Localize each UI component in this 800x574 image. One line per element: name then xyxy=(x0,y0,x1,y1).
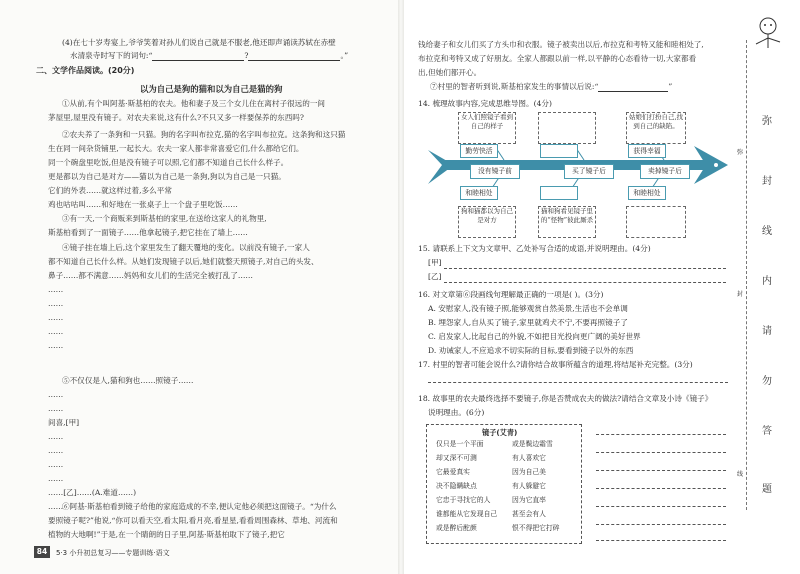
p5-line: ……[乙]……(A.难道……) xyxy=(48,488,137,497)
q15-b-label: [乙] xyxy=(428,272,442,281)
q4-line1: (4)在七十岁寿宴上,爷爷笑着对孙儿们说自己就是不服老,他还即声诵读苏轼在赤壁 xyxy=(62,38,336,47)
p5-line: …… xyxy=(48,446,64,455)
seal-char: 答 xyxy=(762,426,772,437)
poem-line: 恨不得把它打碎 xyxy=(512,524,560,532)
p2-line: 它们的外表……就这样过着,多么平常 xyxy=(48,186,172,195)
poem-line: 它最爱真实 xyxy=(436,468,470,476)
page-number: 84 xyxy=(34,546,50,558)
p1-line: 茅屋里,屋里没有镜子。对农夫来说,这有什么?不只又多一样要保养的东西吗? xyxy=(48,113,304,122)
seal-char: 请 xyxy=(762,326,772,337)
q16-prompt: 16. 对文章第⑥段画线句理解最正确的一项是( )。(3分) xyxy=(418,290,604,299)
p4-line: …… xyxy=(48,285,64,294)
seal-char: 内 xyxy=(762,276,772,287)
book-gutter xyxy=(398,0,404,574)
p7-blank[interactable] xyxy=(598,83,668,92)
fish-mid-label-1: 没有镜子前 xyxy=(470,164,520,179)
q4-end: 。” xyxy=(340,51,349,60)
q17-prompt: 17. 村里的智者可能会说什么?请你结合故事所蕴含的道理,将结尾补充完整。(3分) xyxy=(418,360,693,369)
q4-prompt: 水清泉寺时写下的词句:“ xyxy=(70,51,153,60)
p4-line: …… xyxy=(48,327,64,336)
fish-down-label-3: 和睦相处 xyxy=(628,186,666,200)
p4-line: …… xyxy=(48,341,64,350)
p2-line: ②农夫养了一条狗和一只猫。狗的名字叫布拉克,猫的名字叫布拉克。这条狗和这只猫 xyxy=(62,130,346,139)
q16-option-a[interactable]: A. 安慰家人,没有镜子照,能够观赏自然美景,生活也不会单调 xyxy=(428,304,628,313)
section-title: 二、文学作品阅读。(20分) xyxy=(36,66,135,75)
poem-line: 或是鬓边霜雪 xyxy=(512,440,553,448)
q16-option-b[interactable]: B. 埋怨家人,自从买了镜子,家里就鸡犬不宁,不要再照镜子了 xyxy=(428,318,628,327)
q4-sep: ? xyxy=(244,51,249,60)
fish-up-label-1: 勤劳快活 xyxy=(460,144,498,158)
p7-line: ⑦村里的智者听到说,斯基柏家发生的事情以后说:“ ” xyxy=(430,82,673,91)
p5-line: …… xyxy=(48,502,64,511)
fish-top-box-1: 女人们照镜子看到自己的样子 xyxy=(458,112,516,144)
q18-prompt-1: 18. 故事里的农夫最终选择不要镜子,你是否赞成农夫的做法?请结合文章及小诗《镜子》 xyxy=(418,394,713,403)
q18-answer-line[interactable] xyxy=(596,524,726,525)
poem-line: 谁都能从它发现自己 xyxy=(436,510,498,518)
fish-up-label-2[interactable] xyxy=(540,144,578,158)
q18-answer-line[interactable] xyxy=(596,434,726,435)
p6-line: 要照镜子呢?”他说,“你可以看天空,看太阳,看月亮,看星星,看看周围森林、草地、河流和 xyxy=(48,516,338,525)
p7-text: ⑦村里的智者听到说,斯基柏家发生的事情以后说:“ xyxy=(430,82,599,91)
p2-line: 更是都以为自己是对方——猫以为自己是一条狗,狗以为自己是一只猫。 xyxy=(48,172,286,181)
fish-down-label-2[interactable] xyxy=(540,186,578,200)
q18-answer-line[interactable] xyxy=(596,488,726,489)
seal-small-bot: 线 xyxy=(737,471,744,478)
q18-answer-line[interactable] xyxy=(596,540,726,541)
p5-line: …… xyxy=(48,460,64,469)
q15-prompt: 15. 请联系上下文为文章甲、乙处补写合适的成语,并说明理由。(4分) xyxy=(418,244,651,253)
p5-line: …… xyxy=(48,474,64,483)
p6-continued: 布拉克和考特又成了好朋友。全家人都跟以前一样,以平静的心态看待一切,大家都看 xyxy=(418,54,697,63)
poem-line: 有人躲避它 xyxy=(512,482,546,490)
p5-line: …… xyxy=(48,404,64,413)
p6-line: 植物的大地啊!”于是,在一个睛朗的日子里,阿基·斯基柏取下了镜子,把它 xyxy=(48,530,285,539)
q16-option-c[interactable]: C. 启发家人,比起自己的外貌,不如把目光投向更广阔的美好世界 xyxy=(428,332,641,341)
q4-blank-1[interactable] xyxy=(152,52,244,61)
q18-answer-line[interactable] xyxy=(596,452,726,453)
seal-char: 题 xyxy=(762,484,772,495)
p4-line: 都不知道自己长什么样。从她们发现镜子以后,她们就整天照镜子,对自己的头发、 xyxy=(48,257,319,266)
fish-mid-label-2: 买了镜子后 xyxy=(564,164,614,179)
p3-line: ③有一天,一个商贩来到斯基柏的家里,在送给这家人的礼物里, xyxy=(62,214,267,223)
seal-char: 封 xyxy=(762,176,772,187)
seal-char: 勿 xyxy=(762,376,772,387)
p1-line: ①从前,有个叫阿基·斯基柏的农夫。他和妻子及三个女儿住在离村子很远的一间 xyxy=(62,99,326,108)
fish-mid-label-3: 卖掉镜子后 xyxy=(640,164,690,179)
p4-line: 鼻子……都不满意……妈妈和女儿们的生活完全被打乱了…… xyxy=(48,271,254,280)
fish-top-box-3: 姑娘们打扮自己,找到自己的缺陷。 xyxy=(626,112,686,144)
q17-answer-line[interactable] xyxy=(428,382,728,383)
p5-line: 间喜,[甲] xyxy=(48,418,80,427)
p4-line: …… xyxy=(48,313,64,322)
poem-line: 却又深不可测 xyxy=(436,454,477,462)
q15-a-answer-line[interactable] xyxy=(444,268,726,269)
p6-continued: 出,但她们都开心。 xyxy=(418,68,482,77)
seal-small-top: 弥 xyxy=(737,149,744,156)
p5-line: …… xyxy=(48,390,64,399)
fish-bottom-box-1: 狗和猫都以为自己是对方 xyxy=(458,206,516,238)
seal-char: 弥 xyxy=(762,116,772,127)
q15-b-answer-line[interactable] xyxy=(444,282,726,283)
fish-bottom-box-2: 猫和狗看见镜子里的“怪物”彼此厮杀 xyxy=(538,206,596,238)
p2-line: 鸡也咕咕叫……和好地在一张桌子上一个盘子里吃饭…… xyxy=(48,200,238,209)
fish-eye xyxy=(714,163,718,167)
p4-line: …… xyxy=(48,299,64,308)
poem-title: 镜子(艾青) xyxy=(482,428,518,437)
poem-line: 因为自己美 xyxy=(512,468,546,476)
poem-line: 甚至会有人 xyxy=(512,510,546,518)
poem-line: 或是醉后酡颜 xyxy=(436,524,477,532)
p5-line: ⑤不仅仅是人,猫和狗也……照镜子…… xyxy=(62,376,194,385)
q18-answer-line[interactable] xyxy=(596,470,726,471)
p2-line: 同一个碗盘里吃饭,但是没有镜子可以照,它们都不知道自己长什么样子。 xyxy=(48,158,289,167)
seal-dashed-line xyxy=(746,40,747,510)
fish-down-label-1: 和睦相处 xyxy=(460,186,498,200)
p2-line: 生在同一间杂货铺里,一起长大。农夫一家人都非常喜爱它们,什么都给它们。 xyxy=(48,144,304,153)
fish-top-box-2[interactable] xyxy=(538,112,596,144)
fish-bottom-box-3[interactable] xyxy=(626,206,686,238)
poem-line: 仅只是一个平面 xyxy=(436,440,484,448)
poem-line: 它忠于寻找它的人 xyxy=(436,496,491,504)
q4-blank-2[interactable] xyxy=(248,52,340,61)
q18-prompt-2: 说明理由。(6分) xyxy=(428,408,485,417)
q4-line2 xyxy=(70,51,348,61)
passage-title: 以为自己是狗的猫和以为自己是猫的狗 xyxy=(140,84,283,94)
q15-a-label: [甲] xyxy=(428,258,442,267)
poem-line: 因为它直率 xyxy=(512,496,546,504)
p4-line: ④镜子挂在墙上后,这个家里发生了翻天覆地的变化。以前没有镜子,一家人 xyxy=(62,243,310,252)
cartoon-figure-icon xyxy=(748,14,788,54)
q14-prompt: 14. 梳理故事内容,完成思维导图。(4分) xyxy=(418,99,552,108)
p6-continued: 钱给妻子和女儿们买了方头巾和衣服。镜子被卖出以后,布拉克和考特又能和睦相处了, xyxy=(418,40,704,49)
seal-small-mid: 封 xyxy=(737,291,744,298)
poem-line: 有人喜欢它 xyxy=(512,454,546,462)
p6-line: ⑥阿基·斯基柏看到镜子给他的家庭造成的不幸,便认定他必须把这面镜子。“为什么 xyxy=(62,502,337,511)
seal-char: 线 xyxy=(762,226,772,237)
p3-line: 斯基柏看到了一面镜子……他拿起镜子,把它挂在了墙上…… xyxy=(48,228,248,237)
q16-option-d[interactable]: D. 劝诫家人,不应追求不切实际的目标,要看到镜子以外的东西 xyxy=(428,346,634,355)
p5-line: …… xyxy=(48,432,64,441)
q18-answer-line[interactable] xyxy=(596,506,726,507)
fish-up-label-3: 获得幸福 xyxy=(628,144,666,158)
footer-text: 5·3 小升初总复习——专题训练·语文 xyxy=(56,549,170,557)
poem-line: 决不隐瞒缺点 xyxy=(436,482,477,490)
